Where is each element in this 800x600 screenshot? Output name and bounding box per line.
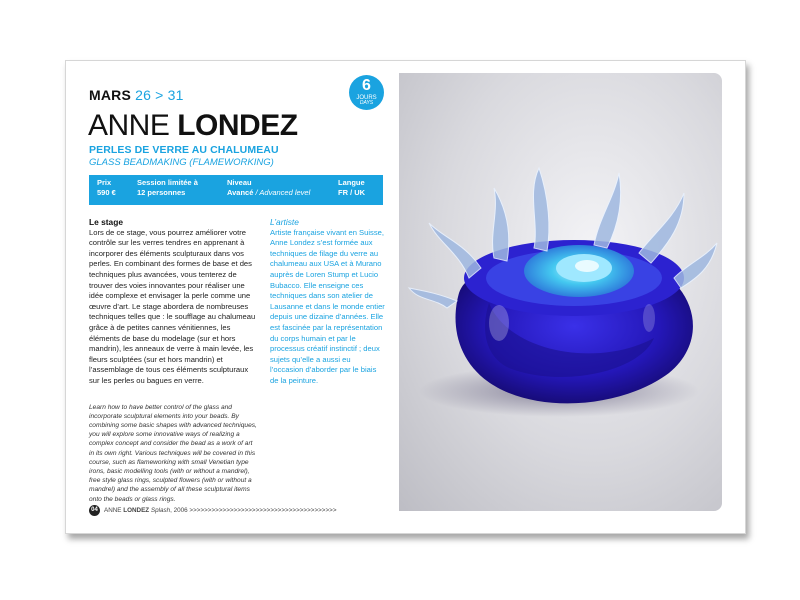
price-cell	[97, 178, 116, 198]
footer-last-name: LONDEZ	[123, 507, 150, 515]
page-number: 04	[89, 505, 100, 516]
artist-last-name: LONDEZ	[177, 109, 298, 142]
month-label: MARS	[89, 87, 132, 103]
language-value: FR / UK	[338, 188, 366, 197]
language-label: Langue	[338, 178, 365, 187]
session-cell	[137, 178, 198, 198]
brochure-page	[65, 60, 746, 534]
course-info-bar	[89, 175, 383, 205]
session-value: 12 personnes	[137, 188, 186, 197]
badge-sublabel: DAYS	[359, 100, 374, 106]
footer-first-name: ANNE	[104, 507, 122, 515]
artiste-column	[270, 217, 386, 387]
price-label: Prix	[97, 178, 112, 187]
level-en-text: Advanced level	[259, 188, 311, 197]
stage-heading: Le stage	[89, 217, 123, 227]
duration-badge	[349, 75, 384, 110]
level-cell	[227, 178, 310, 198]
page-footer	[89, 505, 337, 516]
level-en	[253, 188, 310, 197]
badge-number: 6	[362, 77, 371, 94]
stage-body-fr: Lors de ce stage, vous pourrez améliorer votre contrôle sur les verres tendres en apprenant à incorporer des éléments sculpturaux dans vos perles. En combinant des formes de base et des techniques plus avancées, vous tenterez de trouver des voies innovantes pour réaliser une idée complexe et envisager la perle comme une œuvre d’art. Le stage abordera de nombreuses techniques telles que : le soufflage au chalumeau grâce à de petites cannes vénitiennes, les éléments de base du modelage (sur et hors mandrin), les anneaux de verre à main levée, les fleurs sculptées (sur et hors mandrin) et l’assemblage de tous ces éléments sculpturaux sur les perles ou bagues en verre.	[89, 227, 256, 385]
level-fr: Avancé	[227, 188, 254, 197]
session-label: Session limitée à	[137, 178, 198, 187]
level-separator: /	[253, 188, 260, 197]
glass-bead-photo	[399, 73, 722, 511]
course-title-en: GLASS BEADMAKING (FLAMEWORKING)	[89, 157, 274, 168]
stage-body-en: Learn how to have better control of the glass and incorporate sculptural elements into your beads. By combining some basic shapes with advanced techniques, you will explore some innovative ways of realizing a complex concept and consider the bead as a work of art in its own right. Various techniques will be covered in this course, such as flameworking with small Venetian type irons, basic modelling tools (with or without a mandrel), free style glass rings, sculpted flowers (with or without a mandrel) and the assembly of all these sculptural items onto the beads or glass rings.	[89, 403, 257, 503]
glass-splash-image	[399, 73, 722, 511]
language-cell	[338, 178, 365, 198]
artiste-heading: L’artiste	[270, 217, 299, 227]
stage-column	[89, 217, 259, 504]
days-label: 26 > 31	[135, 87, 184, 103]
footer-year: , 2006	[170, 507, 188, 515]
artist-first-name: ANNE	[88, 109, 170, 142]
footer-arrows: >>>>>>>>>>>>>>>>>>>>>>>>>>>>>>>>>>>>>>>>	[189, 507, 337, 515]
date-range	[89, 87, 184, 103]
level-value	[227, 188, 310, 198]
badge-label: JOURS	[356, 95, 377, 101]
level-label: Niveau	[227, 178, 252, 187]
course-title-fr: PERLES DE VERRE AU CHALUMEAU	[89, 144, 279, 156]
price-value: 590 €	[97, 188, 116, 197]
artiste-body: Artiste française vivant en Suisse, Anne Londez s’est formée aux techniques de filage du verre au chalumeau aux USA et à Murano auprès de Loren Stump et Lucio Bubacco. Elle enseigne ces techniques dans son atelier de Lausanne et dans le monde entier depuis une dizaine d’années. Elle est fascinée par la représentation du corps humain et par le processus créatif instinctif ; deux sujets qu’elle a aussi eu l’occasion d’aborder par le biais de la peinture.	[270, 227, 385, 385]
footer-work-title: Splash	[150, 507, 171, 515]
artist-name	[88, 109, 298, 143]
